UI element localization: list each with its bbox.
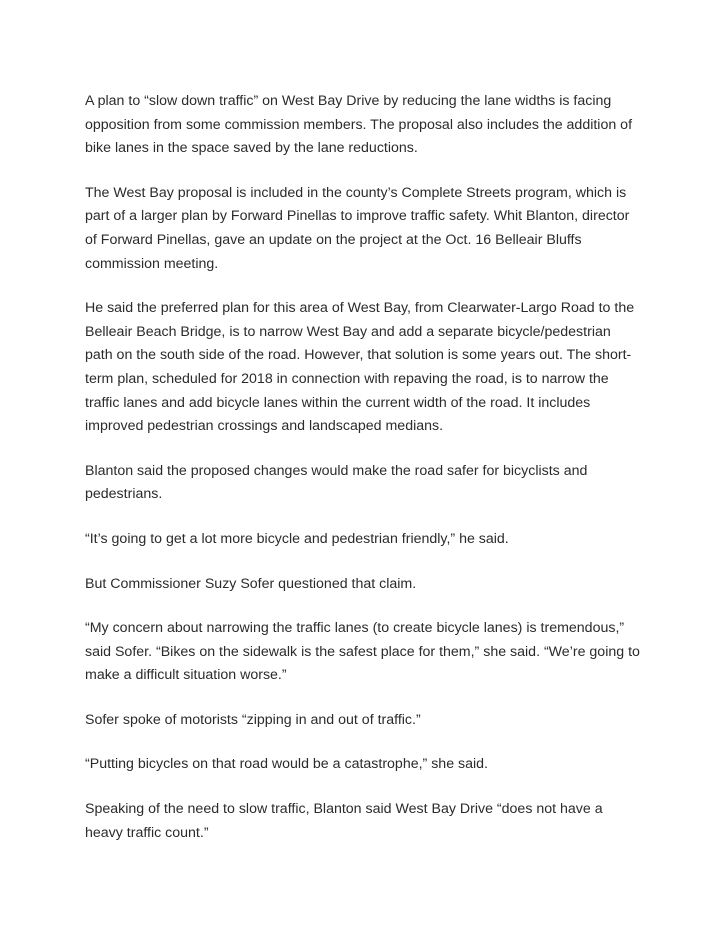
paragraph-2: The West Bay proposal is included in the county’s Complete Streets program, which is part of a larger plan by Forward Pinellas to improve traffic safety. Whit Blanton, director of Forward Pinellas, gave an update on the project at the Oct. 16 Belleair Bluffs commission meeting. [85,184,630,272]
paragraph-9: “Putting bicycles on that road would be a catastrophe,” she said. [85,756,488,773]
paragraph-8: Sofer spoke of motorists “zipping in and out of traffic.” [85,711,421,728]
article-body [85,90,641,866]
paragraph-6: But Commissioner Suzy Sofer questioned that claim. [85,575,417,592]
paragraph-7: “My concern about narrowing the traffic lanes (to create bicycle lanes) is tremendous,” said Sofer. “Bikes on the sidewalk is the safest place for them,” she said. “We’re going to make a difficult situation worse.” [85,620,640,684]
paragraph-4: Blanton said the proposed changes would make the road safer for bicyclists and pedestrians. [85,462,588,503]
paragraph-5: “It’s going to get a lot more bicycle and pedestrian friendly,” he said. [85,530,509,547]
paragraph-10: Speaking of the need to slow traffic, Blanton said West Bay Drive “does not have a heavy traffic count.” [85,801,603,841]
paragraph-1: A plan to “slow down traffic” on West Bay Drive by reducing the lane widths is facing opposition from some commission members. The proposal also includes the addition of bike lanes in the space saved by the lane reductions. [85,93,633,157]
paragraph-3: He said the preferred plan for this area of West Bay, from Clearwater-Largo Road to the Belleair Beach Bridge, is to narrow West Bay and add a separate bicycle/pedestrian path on the south side of the road. However, that solution is some years out. The short-term plan, scheduled for 2018 in connection with repaving the road, is to narrow the traffic lanes and add bicycle lanes within the current width of the road. It includes improved pedestrian crossings and landscaped medians. [85,300,635,435]
